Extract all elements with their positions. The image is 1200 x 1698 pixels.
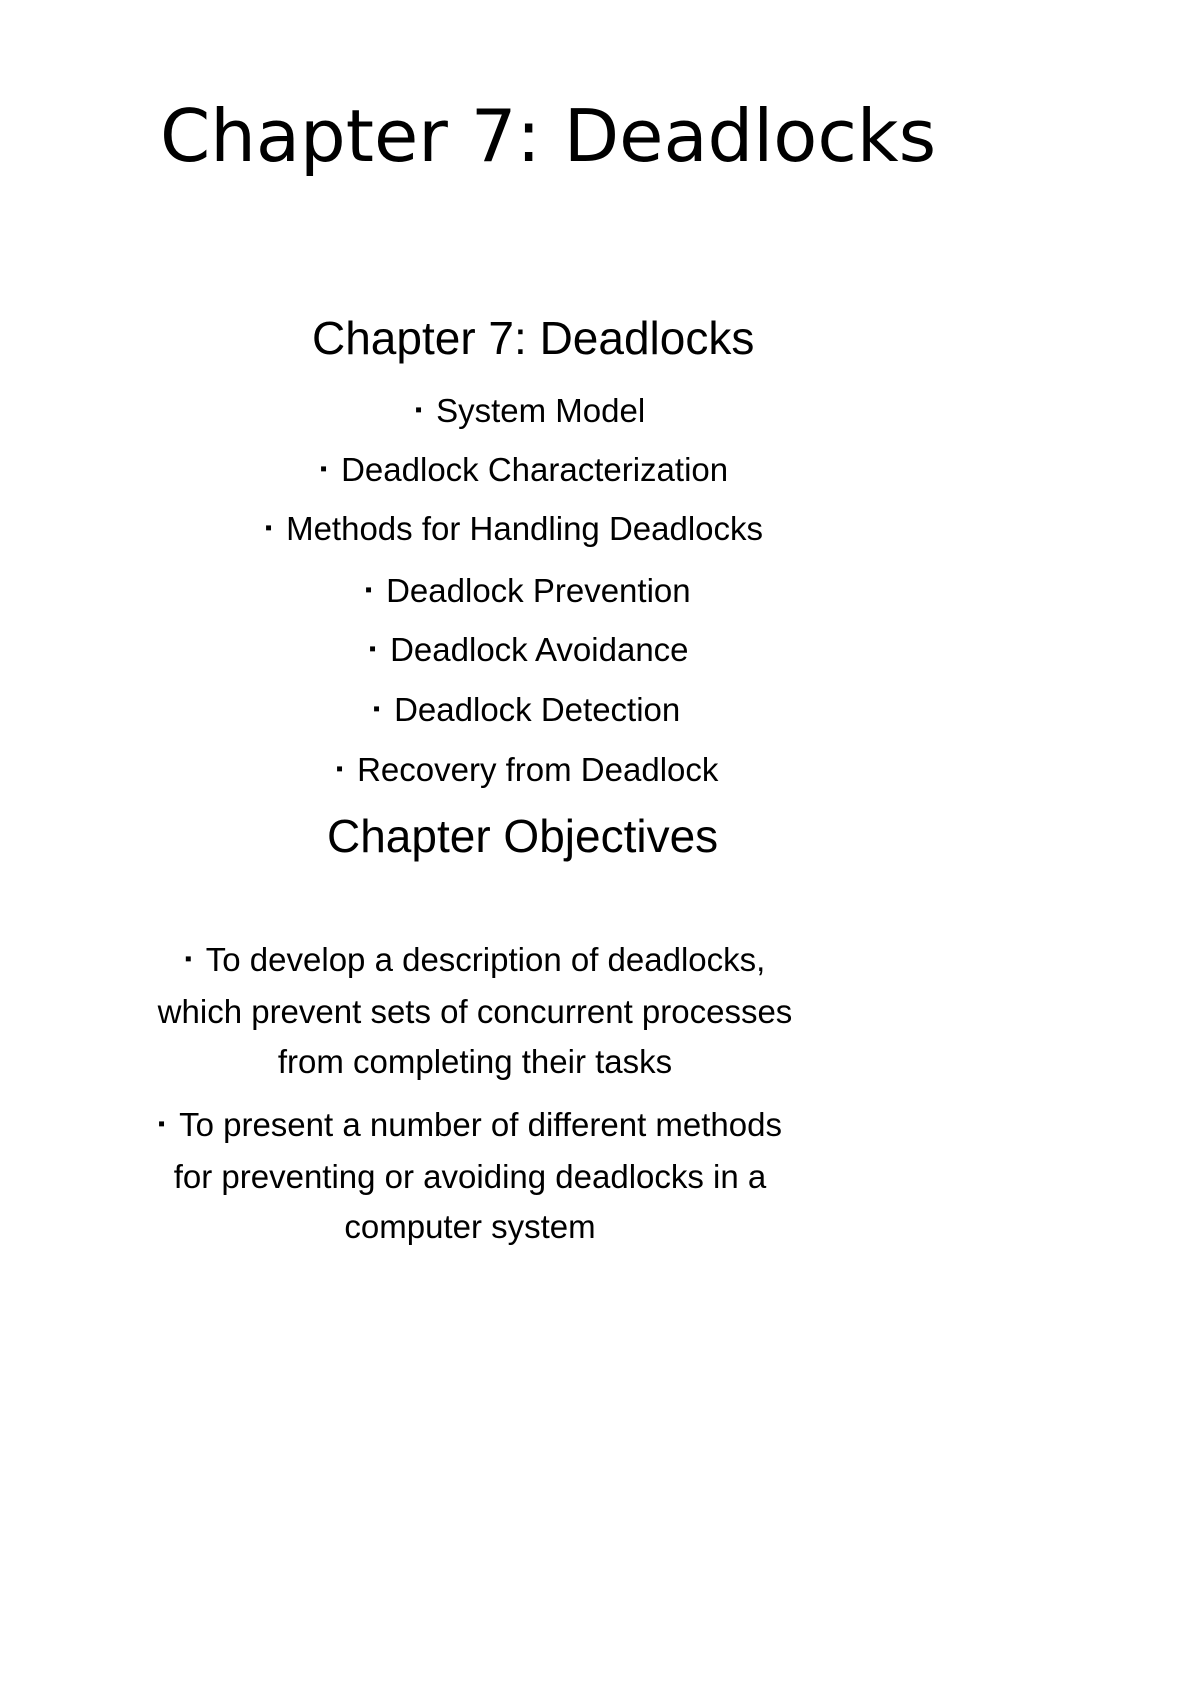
bullet-icon: ▪ — [365, 579, 373, 602]
bullet-icon: ▪ — [369, 638, 377, 661]
outline-item-label: Recovery from Deadlock — [357, 751, 719, 788]
outline-item-label: Deadlock Avoidance — [390, 631, 689, 668]
outline-item-recovery-from-deadlock — [336, 753, 718, 786]
objective-item — [115, 935, 835, 1087]
outline-item-system-model — [415, 394, 645, 427]
outline-item-label: Deadlock Characterization — [341, 451, 729, 488]
objective-line: from completing their tasks — [277, 1043, 673, 1081]
bullet-icon: ▪ — [373, 698, 381, 721]
outline-item-methods-for-handling — [265, 512, 763, 545]
objective-item — [110, 1100, 830, 1252]
outline-heading: Chapter 7: Deadlocks — [312, 312, 755, 364]
objectives-heading: Chapter Objectives — [327, 810, 719, 862]
outline-item-label: Deadlock Detection — [394, 691, 681, 728]
outline-item-deadlock-avoidance — [369, 633, 689, 666]
bullet-icon: ▪ — [415, 399, 423, 422]
outline-item-deadlock-characterization — [320, 453, 728, 486]
objective-line: computer system — [344, 1208, 596, 1246]
bullet-icon: ▪ — [320, 458, 328, 481]
objective-line: which prevent sets of concurrent processes — [157, 993, 793, 1031]
outline-item-label: System Model — [436, 392, 646, 429]
bullet-icon: ▪ — [157, 1113, 166, 1136]
outline-item-deadlock-detection — [373, 693, 680, 726]
outline-item-label: Deadlock Prevention — [386, 572, 691, 609]
bullet-icon: ▪ — [265, 517, 273, 540]
bullet-icon: ▪ — [184, 948, 192, 971]
objective-line: ▪ To present a number of different methods — [110, 1100, 830, 1152]
bullet-icon: ▪ — [336, 758, 344, 781]
objective-line: for preventing or avoiding deadlocks in a — [173, 1158, 767, 1196]
objective-line: ▪ To develop a description of deadlocks, — [115, 935, 835, 987]
page-title: Chapter 7: Deadlocks — [160, 94, 937, 178]
outline-item-label: Methods for Handling Deadlocks — [286, 510, 764, 547]
outline-item-deadlock-prevention — [365, 574, 691, 607]
